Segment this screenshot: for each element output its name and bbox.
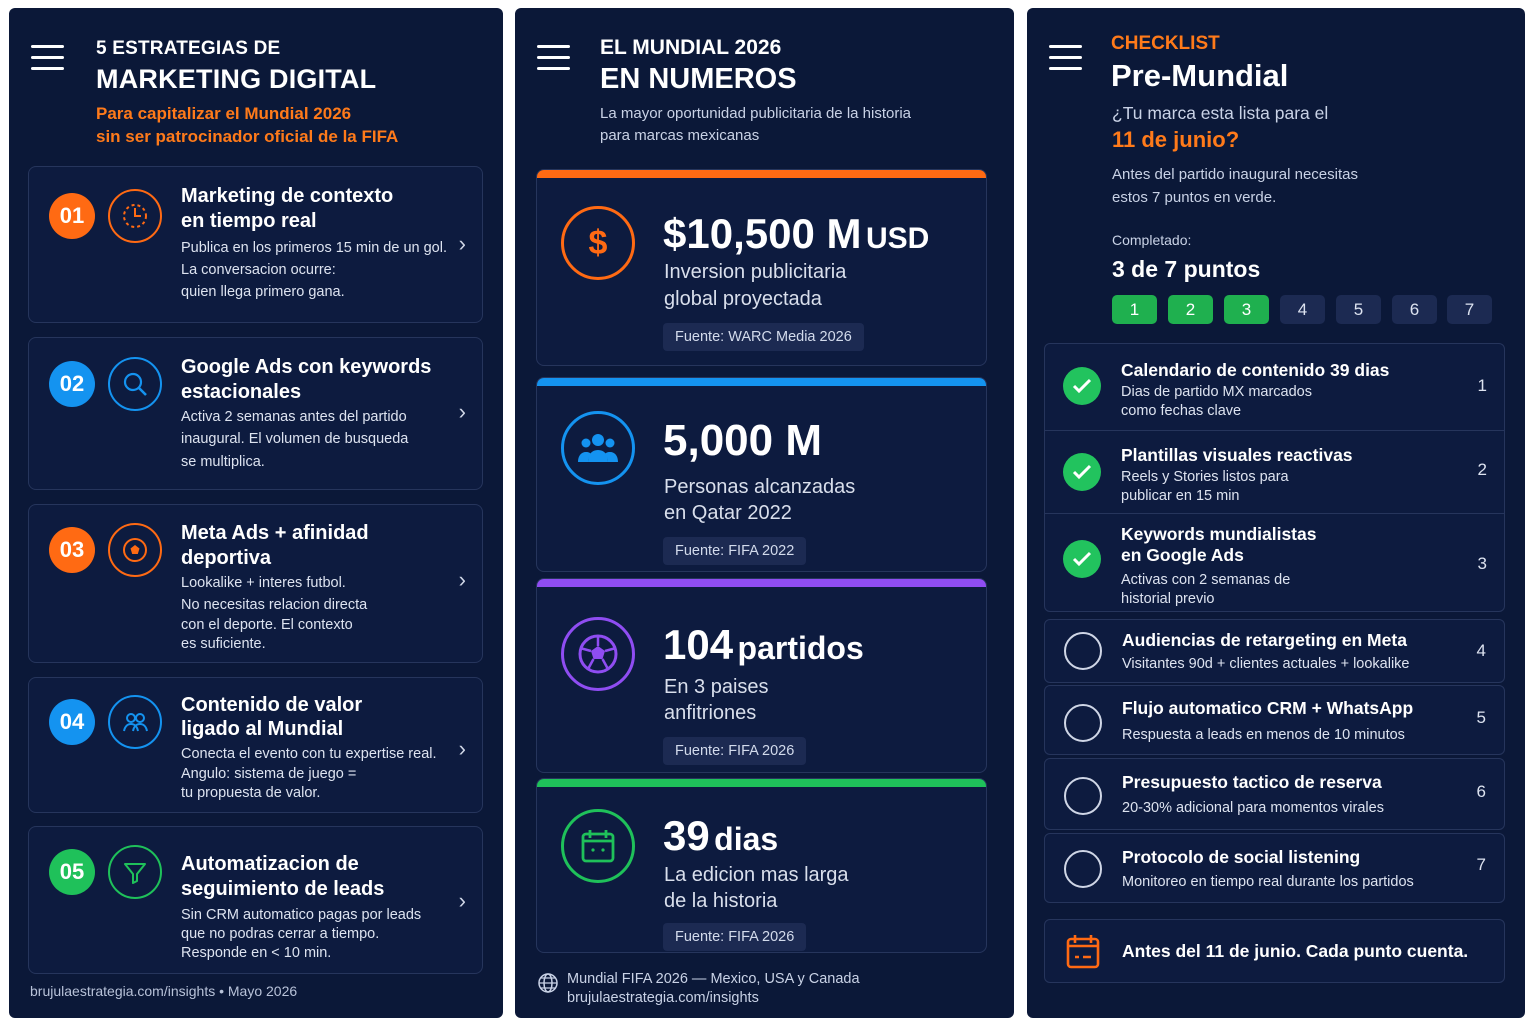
strategy-card[interactable] xyxy=(28,504,483,663)
svg-text:$: $ xyxy=(588,224,608,262)
menu-icon[interactable] xyxy=(1049,45,1082,71)
clock-icon xyxy=(108,189,162,243)
funnel-icon xyxy=(108,845,162,899)
item-number: 4 xyxy=(1476,641,1486,660)
dollar-icon xyxy=(561,206,635,280)
intro-text: Antes del partido inaugural necesitas xyxy=(1112,166,1358,183)
panel-subtitle-1: Para capitalizar el Mundial 2026 xyxy=(96,104,352,123)
stat-accent-bar xyxy=(537,579,986,587)
strategy-title: Automatizacion de xyxy=(181,853,359,875)
checklist-item[interactable] xyxy=(1044,343,1505,429)
stat-card xyxy=(536,578,987,773)
panel-title-small: EL MUNDIAL 2026 xyxy=(600,36,782,59)
panel-subtitle-2: sin ser patrocinador oficial de la FIFA xyxy=(96,127,399,146)
strategy-number: 01 xyxy=(49,193,95,239)
panel-subtitle-2: para marcas mexicanas xyxy=(600,127,760,144)
strategy-desc: inaugural. El volumen de busqueda xyxy=(181,431,409,447)
strategy-desc: Sin CRM automatico pagas por leads xyxy=(181,907,422,923)
stat-desc: La edicion mas larga xyxy=(664,864,849,886)
soccer-ball-icon xyxy=(108,523,162,577)
menu-icon[interactable] xyxy=(31,45,64,71)
item-title: en Google Ads xyxy=(1121,545,1244,565)
strategy-desc: Angulo: sistema de juego = xyxy=(181,766,357,782)
item-desc: 20-30% adicional para momentos virales xyxy=(1122,800,1384,816)
item-number: 7 xyxy=(1476,855,1486,874)
strategy-card[interactable] xyxy=(28,166,483,323)
strategy-desc: es suficiente. xyxy=(181,636,266,652)
chevron-right-icon: › xyxy=(458,888,466,913)
checkmark-icon xyxy=(1063,453,1101,491)
item-title: Audiencias de retargeting en Meta xyxy=(1122,630,1407,650)
stat-desc: Personas alcanzadas xyxy=(664,476,856,498)
strategy-title: ligado al Mundial xyxy=(181,718,344,740)
strategy-desc: Lookalike + interes futbol. xyxy=(181,575,346,591)
stat-desc: Inversion publicitaria xyxy=(664,261,847,283)
item-title: Flujo automatico CRM + WhatsApp xyxy=(1122,698,1414,718)
question-text: ¿Tu marca esta lista para el xyxy=(1112,103,1329,123)
item-desc: Visitantes 90d + clientes actuales + lookalike xyxy=(1122,656,1410,672)
empty-circle-icon xyxy=(1064,777,1102,815)
stat-card xyxy=(536,169,987,366)
chevron-right-icon: › xyxy=(458,736,466,761)
progress-step: 3 xyxy=(1224,295,1269,324)
stat-value: $10,500 M USD xyxy=(663,210,930,257)
checklist-item[interactable] xyxy=(1044,512,1505,612)
progress-step: 1 xyxy=(1112,295,1157,324)
strategy-desc: que no podras cerrar a tiempo. xyxy=(181,926,380,942)
completed-value: 3 de 7 puntos xyxy=(1112,256,1261,282)
stat-accent-bar xyxy=(537,170,986,178)
progress-step: 6 xyxy=(1392,295,1437,324)
checkmark-icon xyxy=(1063,540,1101,578)
stat-desc: global proyectada xyxy=(664,288,822,310)
panel-title: EN NUMEROS xyxy=(600,63,797,95)
item-title: Presupuesto tactico de reserva xyxy=(1122,772,1382,792)
checkmark-icon xyxy=(1063,367,1101,405)
chevron-right-icon: › xyxy=(458,567,466,592)
strategy-title: deportiva xyxy=(181,547,272,569)
strategy-desc: La conversacion ocurre: xyxy=(181,262,336,278)
completed-label: Completado: xyxy=(1112,232,1192,248)
footer-text: Mundial FIFA 2026 — Mexico, USA y Canada xyxy=(567,971,860,987)
strategy-card[interactable] xyxy=(28,677,483,813)
cta-text: Antes del 11 de junio. Cada punto cuenta. xyxy=(1122,941,1469,961)
panel-subtitle-1: La mayor oportunidad publicitaria de la historia xyxy=(600,105,912,122)
panel-title: Pre-Mundial xyxy=(1111,58,1289,93)
strategy-desc: Responde en < 10 min. xyxy=(181,945,332,961)
team-icon xyxy=(108,695,162,749)
strategy-desc: Publica en los primeros 15 min de un gol. xyxy=(181,240,447,256)
panel-title-small: 5 ESTRATEGIAS DE xyxy=(96,38,281,59)
stat-value: 104 partidos xyxy=(663,621,864,668)
strategy-title: seguimiento de leads xyxy=(181,878,385,900)
stat-accent-bar xyxy=(537,779,986,787)
source-chip: Fuente: WARC Media 2026 xyxy=(663,323,864,351)
stat-desc: anfitriones xyxy=(664,702,757,724)
empty-circle-icon xyxy=(1064,850,1102,888)
item-number: 3 xyxy=(1477,554,1487,573)
item-desc: Reels y Stories listos para xyxy=(1121,469,1289,485)
checklist-item[interactable] xyxy=(1044,685,1505,755)
progress-step: 4 xyxy=(1280,295,1325,324)
checklist-item[interactable] xyxy=(1044,429,1505,512)
stat-value: 39 dias xyxy=(663,812,779,859)
strategy-title: en tiempo real xyxy=(181,210,317,232)
menu-icon[interactable] xyxy=(537,45,570,71)
item-title: Protocolo de social listening xyxy=(1122,847,1361,867)
strategy-number: 04 xyxy=(49,699,95,745)
checklist-panel xyxy=(1027,8,1525,1018)
checklist-item[interactable] xyxy=(1044,619,1505,683)
strategy-desc: con el deporte. El contexto xyxy=(181,617,353,633)
stat-accent-bar xyxy=(537,378,986,386)
progress-step: 7 xyxy=(1447,295,1492,324)
checklist-item[interactable] xyxy=(1044,758,1505,830)
stat-card xyxy=(536,377,987,572)
strategy-title: Marketing de contexto xyxy=(181,185,394,207)
footer-text: brujulaestrategia.com/insights • Mayo 2026 xyxy=(30,983,298,999)
item-title: Calendario de contenido 39 dias xyxy=(1121,360,1390,380)
checklist-item[interactable] xyxy=(1044,833,1505,903)
progress-step: 5 xyxy=(1336,295,1381,324)
strategy-number: 02 xyxy=(49,361,95,407)
item-desc: publicar en 15 min xyxy=(1121,488,1240,504)
footer-link[interactable]: brujulaestrategia.com/insights xyxy=(567,990,759,1006)
numbers-panel xyxy=(515,8,1014,1018)
stat-desc: En 3 paises xyxy=(664,676,769,698)
stat-card xyxy=(536,778,987,953)
strategy-title: Meta Ads + afinidad xyxy=(181,522,369,544)
strategy-card[interactable] xyxy=(28,826,483,974)
question-date: 11 de junio? xyxy=(1112,127,1240,152)
item-number: 2 xyxy=(1477,460,1487,479)
calendar-icon xyxy=(1065,933,1101,976)
empty-circle-icon xyxy=(1064,632,1102,670)
cta-banner xyxy=(1044,919,1505,983)
item-desc: Dias de partido MX marcados xyxy=(1121,384,1312,400)
strategy-desc: tu propuesta de valor. xyxy=(181,785,321,801)
item-desc: como fechas clave xyxy=(1121,403,1242,419)
strategy-number: 05 xyxy=(49,849,95,895)
item-desc: Monitoreo en tiempo real durante los partidos xyxy=(1122,874,1414,890)
item-title: Plantillas visuales reactivas xyxy=(1121,445,1353,465)
item-desc: historial previo xyxy=(1121,591,1215,607)
strategy-desc: Conecta el evento con tu expertise real. xyxy=(181,746,437,762)
strategy-desc: se multiplica. xyxy=(181,454,265,470)
strategy-title: estacionales xyxy=(181,381,302,403)
stat-value: 5,000 M xyxy=(663,416,822,465)
strategy-title: Google Ads con keywords xyxy=(181,356,432,378)
strategy-desc: Activa 2 semanas antes del partido xyxy=(181,409,407,425)
item-title: Keywords mundialistas xyxy=(1121,524,1317,544)
strategy-card[interactable] xyxy=(28,337,483,490)
search-icon xyxy=(108,357,162,411)
item-desc: Respuesta a leads en menos de 10 minutos xyxy=(1122,727,1405,743)
empty-circle-icon xyxy=(1064,704,1102,742)
soccer-ball-icon xyxy=(561,617,635,691)
chevron-right-icon: › xyxy=(458,231,466,256)
item-desc: Activas con 2 semanas de xyxy=(1121,572,1291,588)
panel-title: MARKETING DIGITAL xyxy=(96,64,377,94)
strategy-title: Contenido de valor xyxy=(181,694,363,716)
item-number: 6 xyxy=(1476,782,1486,801)
panel-title-small: CHECKLIST xyxy=(1111,33,1220,54)
people-icon xyxy=(561,411,635,485)
source-chip: Fuente: FIFA 2026 xyxy=(663,923,806,951)
strategy-desc: quien llega primero gana. xyxy=(181,284,345,300)
calendar-icon xyxy=(561,809,635,883)
strategy-number: 03 xyxy=(49,527,95,573)
chevron-right-icon: › xyxy=(458,399,466,424)
strategies-panel xyxy=(9,8,503,1018)
stat-desc: en Qatar 2022 xyxy=(664,502,792,524)
globe-icon xyxy=(537,972,559,999)
progress-step: 2 xyxy=(1168,295,1213,324)
strategy-desc: No necesitas relacion directa xyxy=(181,597,368,613)
item-number: 1 xyxy=(1477,376,1487,395)
source-chip: Fuente: FIFA 2022 xyxy=(663,537,806,565)
item-number: 5 xyxy=(1476,708,1486,727)
stat-desc: de la historia xyxy=(664,890,778,912)
source-chip: Fuente: FIFA 2026 xyxy=(663,737,806,765)
intro-text: estos 7 puntos en verde. xyxy=(1112,189,1277,206)
